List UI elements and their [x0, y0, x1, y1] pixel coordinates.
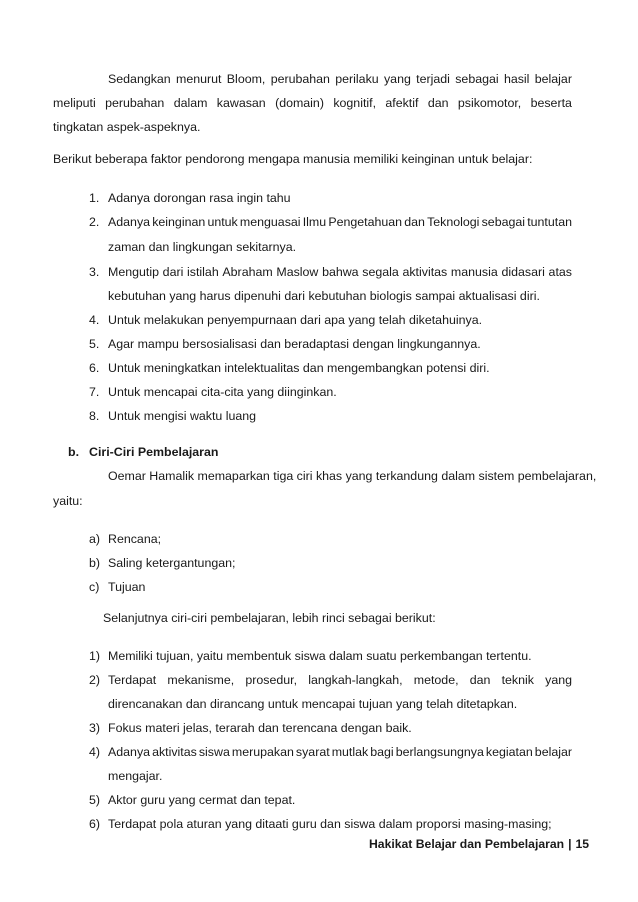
factor-5-text: Agar mampu bersosialisasi dan beradaptasi dengan lingkungannya.: [108, 337, 481, 351]
detail-5-text: Aktor guru yang cermat dan tepat.: [108, 793, 296, 807]
abc-b-number: b): [89, 556, 101, 570]
word: Bloom,: [226, 72, 266, 86]
section-b-para-line-1: Oemar Hamalik memaparkan tiga ciri khas yang terkandung dalam sistem pembelajaran,: [108, 469, 597, 483]
word: menurut: [176, 72, 222, 86]
word: segala: [362, 265, 399, 279]
factors-intro: Berikut beberapa faktor pendorong mengapa manusia memiliki keinginan untuk belajar:: [53, 152, 533, 166]
word: teknik: [501, 673, 534, 687]
word: terjadi: [416, 72, 450, 86]
factor-7-number: 7.: [89, 385, 100, 399]
detail-5-number: 5): [89, 793, 101, 807]
detail-4-continuation: mengajar.: [108, 769, 163, 783]
word: aktivitas: [152, 745, 197, 759]
details-intro: Selanjutnya ciri-ciri pembelajaran, lebih rinci sebagai berikut:: [103, 611, 436, 625]
abc-c-text: Tujuan: [108, 580, 146, 594]
word: menguasai: [239, 215, 301, 229]
footer-title: Hakikat Belajar dan Pembelajaran: [369, 837, 565, 851]
factor-1-number: 1.: [89, 191, 100, 205]
word: kawasan: [216, 96, 266, 110]
word: yang: [383, 72, 411, 86]
detail-1-number: 1): [89, 649, 101, 663]
word: dan: [427, 96, 449, 110]
word: Pengetahuan: [328, 215, 403, 229]
word: perubahan: [105, 96, 165, 110]
detail-4-text: [108, 744, 572, 760]
word: sebagai: [481, 215, 526, 229]
word: bagi: [370, 745, 394, 759]
detail-6-number: 6): [89, 817, 101, 831]
word: mekanisme,: [167, 673, 235, 687]
word: mutlak: [331, 745, 369, 759]
detail-2-number: 2): [89, 673, 101, 687]
word: tuntutan: [527, 215, 572, 229]
section-b-heading: Ciri-Ciri Pembelajaran: [89, 445, 219, 459]
detail-3-number: 3): [89, 721, 101, 735]
footer-separator: |: [568, 837, 572, 851]
word: dan: [469, 673, 491, 687]
word: Ilmu: [302, 215, 327, 229]
word: merupakan: [231, 745, 294, 759]
word: meliputi: [53, 96, 96, 110]
word: Maslow: [276, 265, 319, 279]
word: psikomotor,: [457, 96, 522, 110]
word: (domain): [275, 96, 324, 110]
word: afektif: [385, 96, 419, 110]
factor-2-text: [108, 214, 572, 230]
word: Mengutip: [108, 265, 159, 279]
factor-3-text: [108, 264, 572, 280]
factor-6-text: Untuk meningkatkan intelektualitas dan mengembangkan potensi diri.: [108, 361, 490, 375]
page-number: 15: [575, 837, 590, 851]
section-b-label: b.: [68, 445, 80, 459]
word: prosedur,: [245, 673, 298, 687]
word: Adanya: [108, 745, 151, 759]
word: hasil: [503, 72, 530, 86]
factor-2-continuation: zaman dan lingkungan sekitarnya.: [108, 240, 297, 254]
word: dari: [162, 265, 184, 279]
factor-1-text: Adanya dorongan rasa ingin tahu: [108, 191, 291, 205]
word: dalam: [173, 96, 208, 110]
word: siswa: [198, 745, 230, 759]
page-footer: [369, 836, 589, 852]
detail-2-continuation: direncanakan dan dirancang untuk mencapai tujuan yang telah ditetapkan.: [108, 697, 518, 711]
word: perilaku: [335, 72, 379, 86]
word: atas: [548, 265, 572, 279]
factor-3-number: 3.: [89, 265, 100, 279]
word: kegiatan: [485, 745, 533, 759]
detail-4-number: 4): [89, 745, 101, 759]
word: aktivitas: [402, 265, 448, 279]
word: belajar: [534, 72, 572, 86]
word: bahwa: [322, 265, 359, 279]
factor-8-number: 8.: [89, 409, 100, 423]
word: Adanya: [108, 215, 151, 229]
factor-6-number: 6.: [89, 361, 100, 375]
word: Terdapat: [108, 673, 157, 687]
word: Teknologi: [427, 215, 480, 229]
factor-2-number: 2.: [89, 215, 100, 229]
word: metode,: [413, 673, 459, 687]
factor-5-number: 5.: [89, 337, 100, 351]
word: sebagai: [455, 72, 499, 86]
intro-line-2: [53, 95, 572, 111]
factor-7-text: Untuk mencapai cita-cita yang diinginkan.: [108, 385, 337, 399]
factor-4-text: Untuk melakukan penyempurnaan dari apa yang telah diketahuinya.: [108, 313, 483, 327]
abc-b-text: Saling ketergantungan;: [108, 556, 236, 570]
intro-line-3: tingkatan aspek-aspeknya.: [53, 120, 201, 134]
intro-line-1: [108, 71, 572, 87]
word: manusia: [450, 265, 498, 279]
word: syarat: [295, 745, 330, 759]
abc-c-number: c): [89, 580, 100, 594]
detail-6-text: Terdapat pola aturan yang ditaati guru dan siswa dalam proporsi masing-masing;: [108, 817, 552, 831]
word: Abraham: [222, 265, 273, 279]
factor-3-continuation: kebutuhan yang harus dipenuhi dari kebutuhan biologis sampai aktualisasi diri.: [108, 289, 540, 303]
abc-a-text: Rencana;: [108, 532, 162, 546]
word: keinginan: [152, 215, 206, 229]
word: Sedangkan: [108, 72, 171, 86]
section-b-para-line-2: yaitu:: [53, 494, 83, 508]
factor-8-text: Untuk mengisi waktu luang: [108, 409, 257, 423]
word: didasari: [501, 265, 545, 279]
factor-4-number: 4.: [89, 313, 100, 327]
word: berlangsungnya: [395, 745, 484, 759]
detail-2-text: [108, 672, 572, 688]
detail-1-text: Memiliki tujuan, yaitu membentuk siswa dalam suatu perkembangan tertentu.: [108, 649, 532, 663]
detail-3-text: Fokus materi jelas, terarah dan terencana dengan baik.: [108, 721, 412, 735]
word: dan: [404, 215, 425, 229]
word: kognitif,: [333, 96, 377, 110]
word: yang: [545, 673, 572, 687]
word: istilah: [187, 265, 219, 279]
word: langkah-langkah,: [308, 673, 403, 687]
word: beserta: [530, 96, 572, 110]
abc-a-number: a): [89, 532, 101, 546]
word: untuk: [207, 215, 238, 229]
word: belajar: [534, 745, 572, 759]
word: perubahan: [270, 72, 330, 86]
